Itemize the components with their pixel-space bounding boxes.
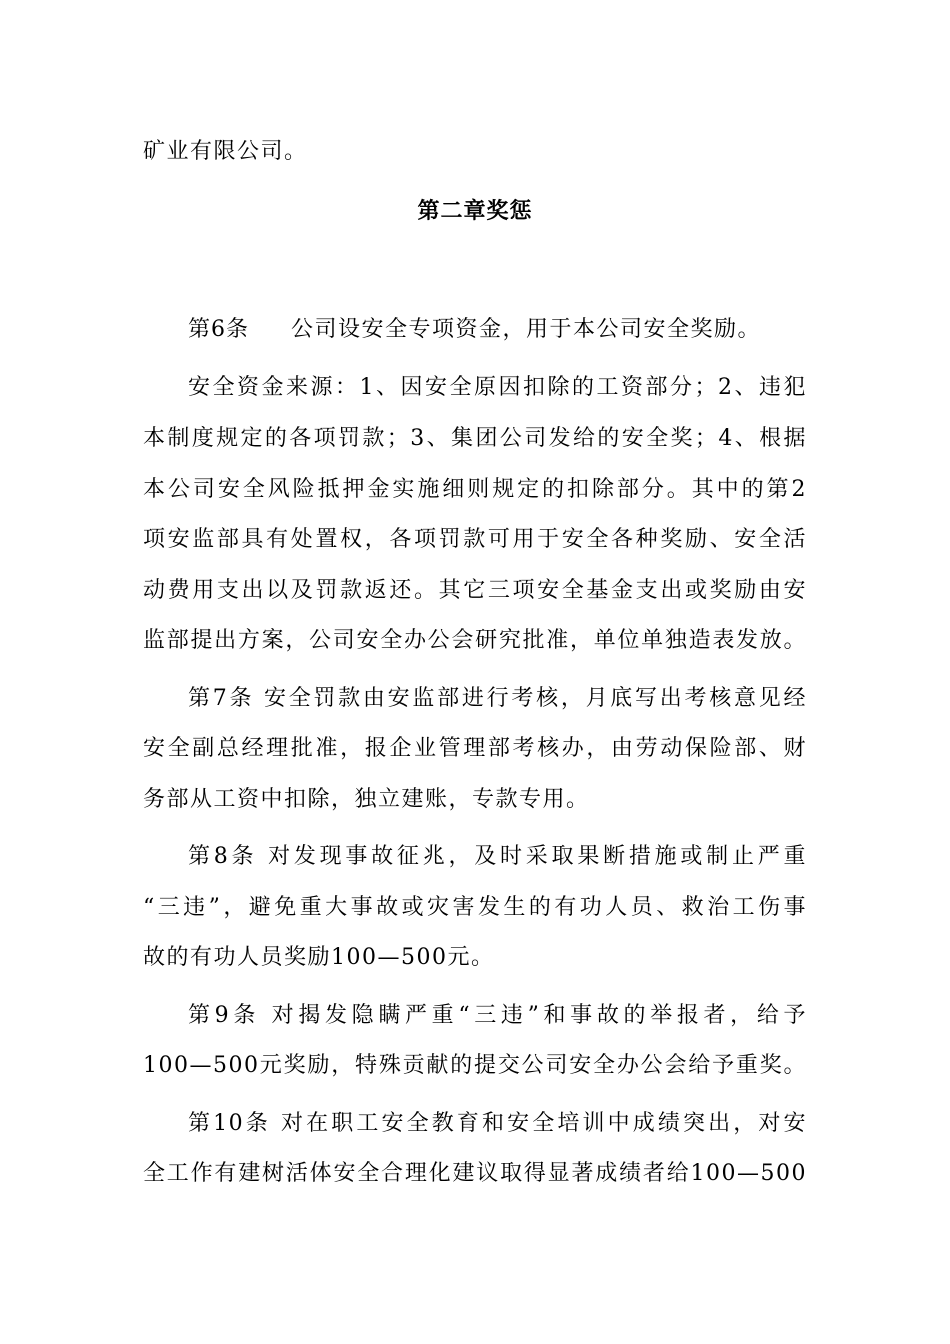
article-10-line-2: 全工作有建树活体安全合理化建议取得显著成绩者给100—500 [143,1161,807,1186]
article-9-line-1: 第9条 对揭发隐瞒严重“三违”和事故的举报者，给予 [188,1003,807,1028]
funding-line-4: 项安监部具有处置权，各项罚款可用于安全各种奖励、安全活 [143,527,807,552]
article-7-line-1: 第7条 安全罚款由安监部进行考核，月底写出考核意见经 [188,686,807,711]
article-6-label: 第6条 [188,317,249,342]
article-7-line-2: 安全副总经理批准，报企业管理部考核办，由劳动保险部、财 [143,736,807,761]
intro-line: 矿业有限公司。 [143,139,308,164]
article-8-line-3: 故的有功人员奖励100—500元。 [143,945,495,970]
funding-line-3: 本公司安全风险抵押金实施细则规定的扣除部分。其中的第2 [143,477,807,502]
funding-line-6: 监部提出方案，公司安全办公会研究批准，单位单独造表发放。 [143,628,807,653]
funding-line-1: 安全资金来源：1、因安全原因扣除的工资部分；2、违犯 [188,375,807,400]
funding-line-2: 本制度规定的各项罚款；3、集团公司发给的安全奖；4、根据 [143,426,807,451]
article-9-line-2: 100—500元奖励，特殊贡献的提交公司安全办公会给予重奖。 [143,1053,807,1078]
funding-line-5: 动费用支出以及罚款返还。其它三项安全基金支出或奖励由安 [143,578,807,603]
article-8-line-1: 第8条 对发现事故征兆，及时采取果断措施或制止严重 [188,844,807,869]
article-6-text: 公司设安全专项资金，用于本公司安全奖励。 [291,317,762,342]
chapter-title: 第二章奖惩 [417,198,533,224]
article-7-line-3: 务部从工资中扣除，独立建账，专款专用。 [143,787,590,812]
article-8-line-2: “三违”，避免重大事故或灾害发生的有功人员、救治工伤事 [143,895,807,920]
article-10-line-1: 第10条 对在职工安全教育和安全培训中成绩突出，对安 [188,1111,807,1136]
